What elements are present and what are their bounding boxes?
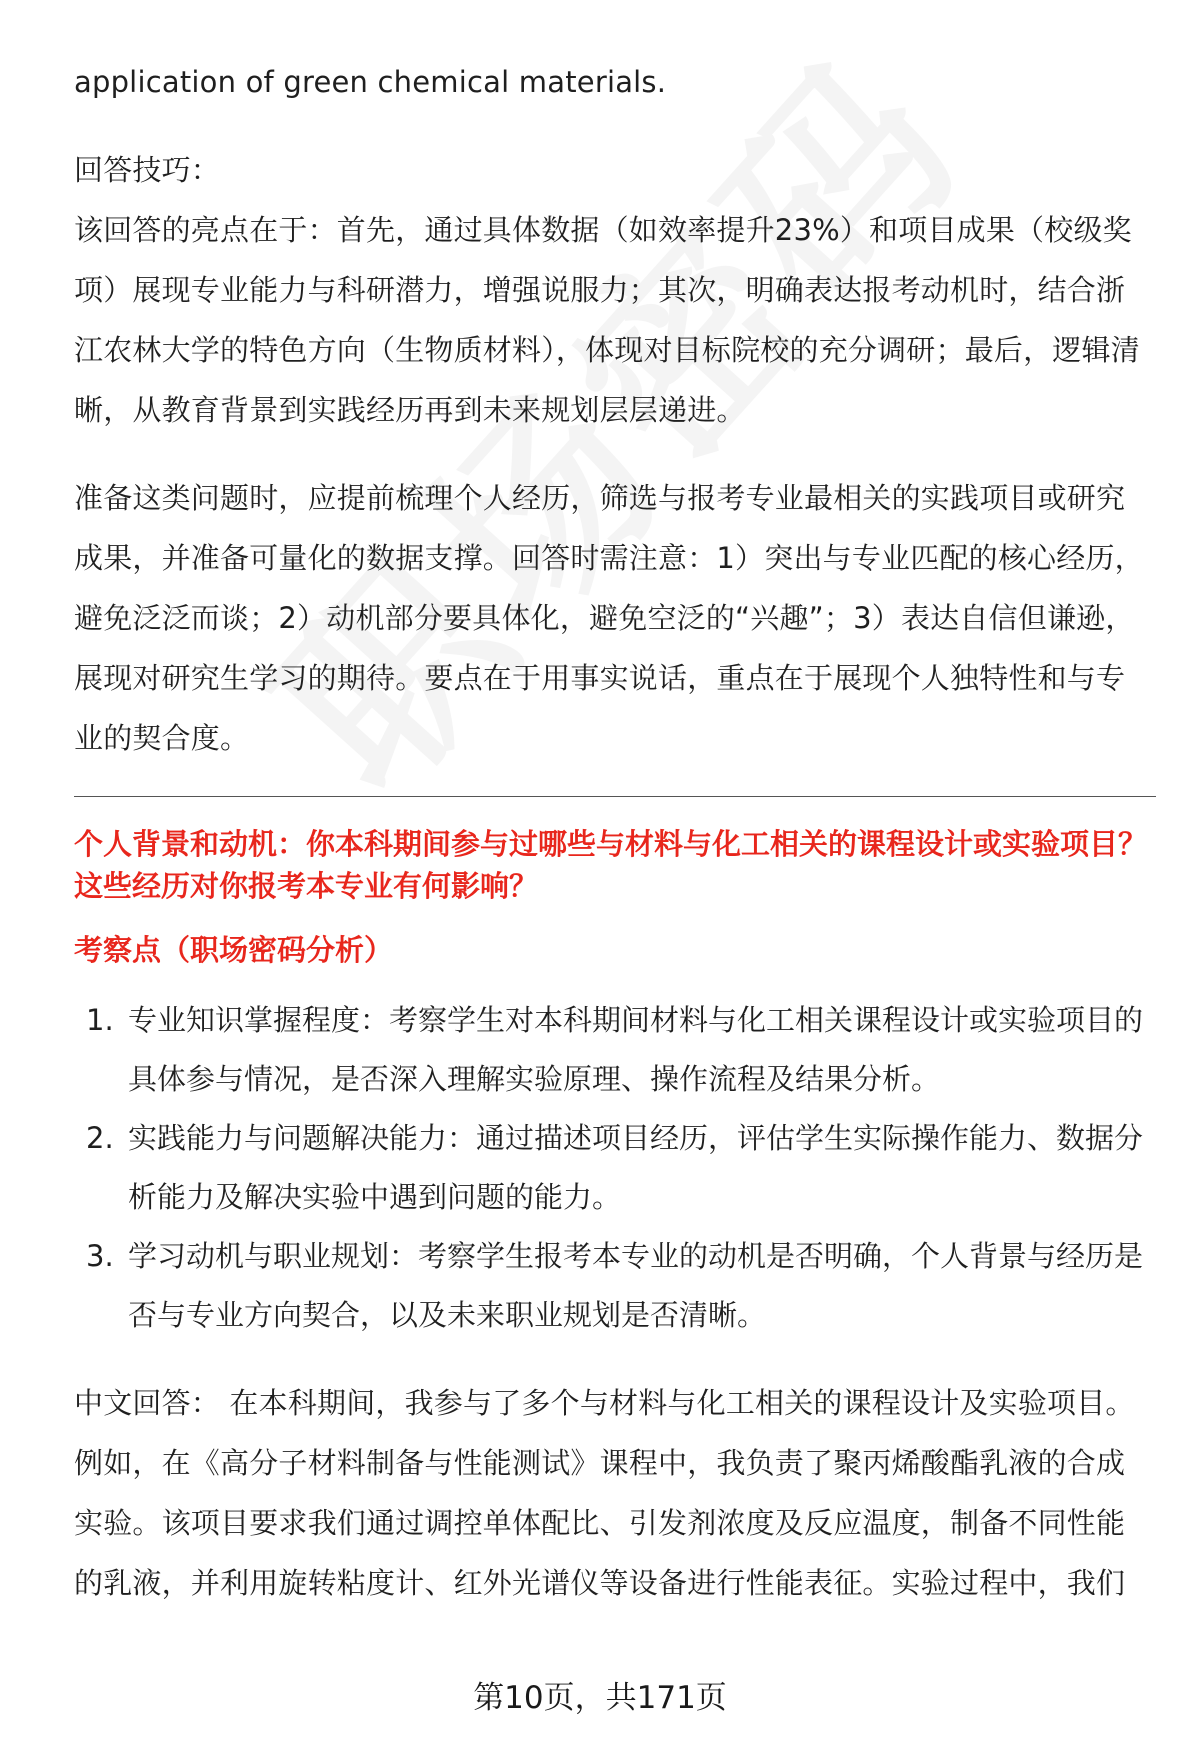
page-content (74, 52, 1154, 1613)
section-label: 考察点（职场密码分析） (74, 933, 394, 967)
question-title: 个人背景和动机：你本科期间参与过哪些与材料与化工相关的课程设计或实验项目？这些经历对你报考本专业有何影响？ (74, 827, 1148, 903)
list-item (74, 1227, 1154, 1345)
page-footer: 第10页，共171页 (473, 1680, 727, 1716)
list-item-text: 专业知识掌握程度：考察学生对本科期间材料与化工相关课程设计或实验项目的具体参与情况，是否深入理解实验原理、操作流程及结果分析。 (128, 1003, 1144, 1096)
answer-paragraph: 中文回答： 在本科期间，我参与了多个与材料与化工相关的课程设计及实验项目。例如，在《高分子材料制备与性能测试》课程中，我负责了聚丙烯酸酯乳液的合成实验。该项目要求我们通过调控单体配比、引发剂浓度及反应温度，制备不同性能的乳液，并利用旋转粘度计、红外光谱仪等设备进行性能表征。实验过程中，我们 (74, 1386, 1135, 1600)
list-item-text: 学习动机与职业规划：考察学生报考本专业的动机是否明确，个人背景与经历是否与专业方向契合，以及未来职业规划是否清晰。 (128, 1239, 1144, 1332)
intro-line: application of green chemical materials. (74, 65, 667, 99)
tips-paragraph-2: 准备这类问题时，应提前梳理个人经历，筛选与报考专业最相关的实践项目或研究成果，并准备可量化的数据支撑。回答时需注意：1）突出与专业匹配的核心经历，避免泛泛而谈；2）动机部分要具体化，避免空泛的“兴趣”；3）表达自信但谦逊，展现对研究生学习的期待。要点在于用事实说话，重点在于展现个人独特性和与专业的契合度。 (74, 481, 1144, 755)
list-item (74, 1109, 1154, 1227)
tips-paragraph-1: 该回答的亮点在于：首先，通过具体数据（如效率提升23%）和项目成果（校级奖项）展现专业能力与科研潜力，增强说服力；其次，明确表达报考动机时，结合浙江农林大学的特色方向（生物质材料），体现对目标院校的充分调研；最后，逻辑清晰，从教育背景到实践经历再到未来规划层层递进。 (74, 213, 1140, 427)
list-item-number: 2. (86, 1121, 114, 1155)
list-item-number: 1. (86, 1003, 114, 1037)
section-divider (74, 796, 1156, 797)
list-item (74, 991, 1154, 1109)
assessment-points-list (74, 991, 1154, 1345)
list-item-number: 3. (86, 1239, 114, 1273)
list-item-text: 实践能力与问题解决能力：通过描述项目经历，评估学生实际操作能力、数据分析能力及解决实验中遇到问题的能力。 (128, 1121, 1144, 1214)
tips-label: 回答技巧： (74, 153, 221, 187)
